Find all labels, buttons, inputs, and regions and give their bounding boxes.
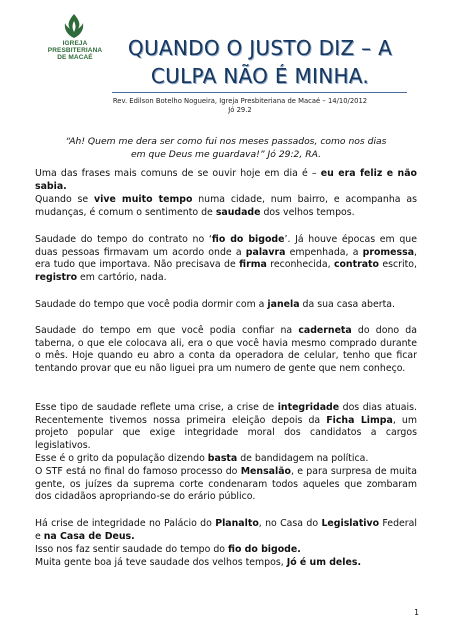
text-run: , um projeto popular que exige integridade moral dos candidatos a cargos legislativos. <box>35 414 417 451</box>
bold-text-run: vive muito tempo <box>94 194 193 205</box>
text-run: O STF está no final do famoso processo do <box>35 466 241 477</box>
paragraph <box>35 518 417 543</box>
text-run: , e para surpresa de muita gente, os juízes da suprema corte condenaram todos aqueles que zombaram dos cidadãos apropriando-se do erário público. <box>35 466 417 503</box>
sermon-meta <box>88 97 392 114</box>
paragraph <box>35 466 417 504</box>
text-run: Saudade do tempo do contrato no ‘ <box>35 234 212 245</box>
bold-text-run: Legislativo <box>321 518 380 529</box>
bold-text-run: janela <box>267 299 300 310</box>
text-run: Saudade do tempo que você podia dormir com a <box>35 299 268 310</box>
bold-text-run: fio do bigode <box>211 234 285 245</box>
logo-text-line: IGREJA <box>62 40 88 47</box>
text-run: dos velhos tempos. <box>260 206 355 218</box>
text-run: dos dias atuais. Recentemente tivemos nossa primeira eleição depois da <box>35 402 417 426</box>
bold-text-run: contrato <box>333 259 379 271</box>
bold-text-run: basta <box>207 453 238 464</box>
text-run: ’. Já houve épocas em que duas pessoas firmavam um acordo onde a <box>35 234 418 258</box>
paragraph <box>35 194 417 219</box>
text-run: em cartório, nada. <box>77 271 167 283</box>
church-logo <box>47 12 103 78</box>
paragraph <box>35 544 417 557</box>
bold-text-run: Mensalão <box>240 466 291 477</box>
title-divider <box>112 92 407 93</box>
text-run: , era tudo que importava. Não precisava de <box>35 246 418 271</box>
logo-text-line: PRESBITERIANA <box>47 47 103 54</box>
bold-text-run: Ficha Limpa <box>326 414 393 426</box>
bold-text-run: palavra <box>245 246 286 258</box>
text-run: de bandidagem na política. <box>237 453 369 464</box>
meta-author-line: Rev. Edilson Botelho Nogueira, Igreja Presbiteriana de Macaé – 14/10/2012 <box>112 97 368 105</box>
text-run: Uma das frases mais comuns de se ouvir hoje em dia é – <box>35 168 321 179</box>
quote-line: em que Deus me guardava!” Jó 29:2, RA. <box>131 148 321 160</box>
text-run: do dono da taberna, o que ele colocava ali, era o que você havia mesmo comprado durante o mês. Hoje quando eu abro a conta da operadora de celular, tenho que ficar tentando provar que eu não liguei pra um numero de gente que nem conheço. <box>35 325 417 374</box>
paragraph <box>35 325 417 375</box>
text-run: Federal e <box>35 518 417 542</box>
bold-text-run: na Casa de Deus. <box>43 530 135 542</box>
text-run: numa cidade, num bairro, e acompanha as mudanças, é comum o sentimento de <box>35 194 417 218</box>
text-run: escrito, <box>378 259 417 271</box>
bold-text-run: registro <box>35 271 78 283</box>
paragraph <box>35 557 417 570</box>
text-run: empenhada, a <box>285 246 363 258</box>
page-title <box>110 34 410 90</box>
text-run: Esse é o grito da população dizendo <box>35 453 208 464</box>
text-run: Muita gente boa já teve saudade dos velhos tempos, <box>35 557 287 568</box>
bold-text-run: Planalto <box>215 518 259 529</box>
epigraph-quote <box>35 136 417 161</box>
bold-text-run: saudade <box>215 206 261 218</box>
bold-text-run: Jó é um deles. <box>286 557 362 568</box>
paragraph <box>35 234 417 284</box>
bold-text-run: fio do bigode. <box>228 544 301 555</box>
text-run: reconhecida, <box>266 259 334 271</box>
title-line: CULPA NÃO É MINHA. <box>150 64 370 88</box>
page-number: 1 <box>414 608 420 617</box>
text-run: da sua casa aberta. <box>299 299 395 310</box>
paragraph <box>35 402 417 452</box>
bold-text-run: integridade <box>277 402 340 413</box>
text-run: Quando se <box>35 194 95 205</box>
bold-text-run: firma <box>239 259 267 271</box>
quote-line: “Ah! Quem me dera ser como fui nos meses passados, como nos dias <box>65 136 387 147</box>
title-line: QUANDO O JUSTO DIZ – A <box>127 36 393 60</box>
bold-text-run: caderneta <box>298 325 352 336</box>
paragraph <box>35 299 417 312</box>
meta-reference-line: Jó 29.2 <box>228 105 252 114</box>
bold-text-run: eu era feliz e não sabia. <box>35 168 417 192</box>
burning-bush-icon <box>60 12 88 40</box>
bold-text-run: promessa <box>362 246 415 258</box>
text-run: , no Casa do <box>258 518 322 529</box>
paragraph <box>35 453 417 466</box>
text-run: Esse tipo de saudade reflete uma crise, a crise de <box>35 402 278 413</box>
paragraph <box>35 168 417 193</box>
logo-text-line: DE MACAÉ <box>57 54 93 61</box>
text-run: Há crise de integridade no Palácio do <box>35 518 216 529</box>
text-run: Isso nos faz sentir saudade do tempo do <box>35 544 228 555</box>
text-run: Saudade do tempo em que você podia confiar na <box>35 325 299 336</box>
